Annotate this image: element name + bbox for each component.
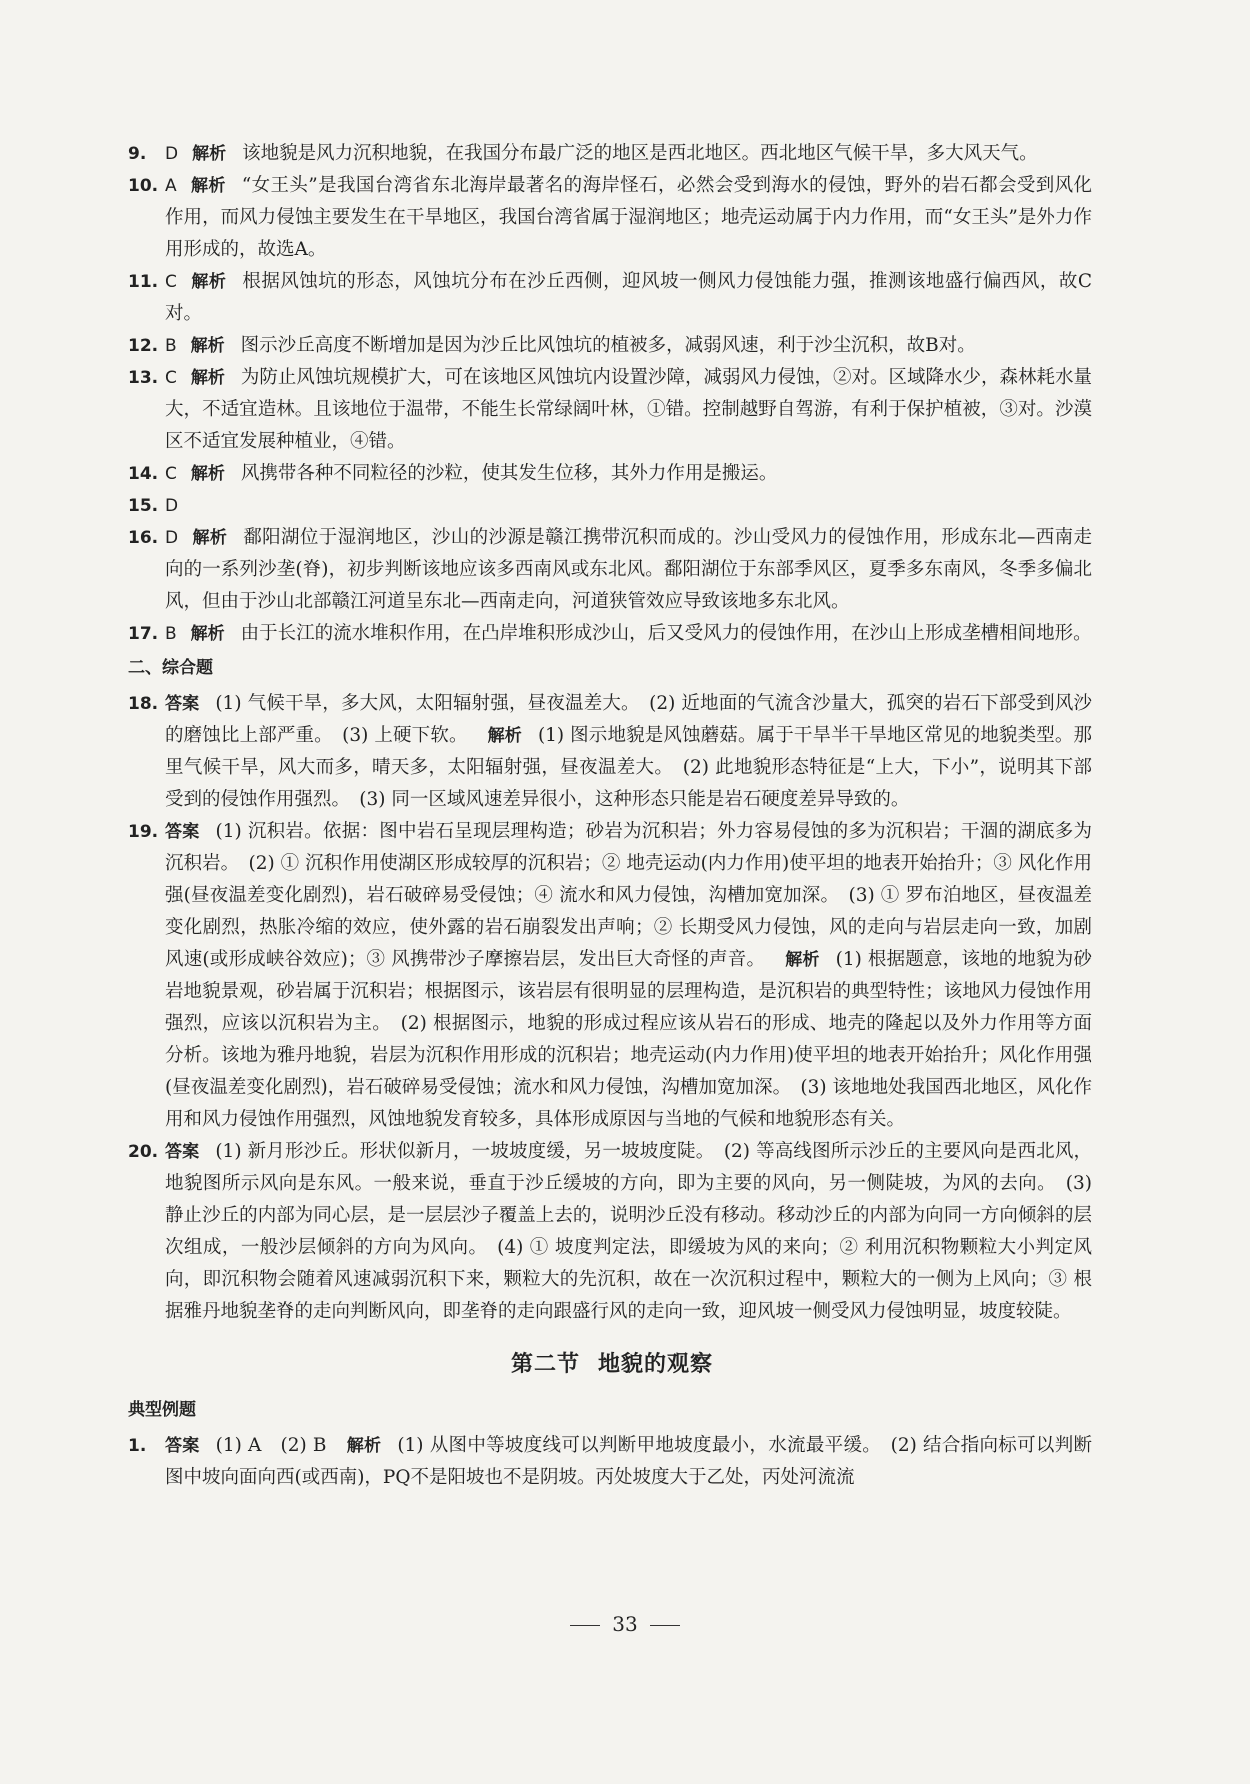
item-answer: C (165, 272, 177, 292)
page-number-dash-left (570, 1625, 600, 1626)
answer-item-16 (128, 522, 1093, 618)
item-number: 16. (128, 528, 159, 548)
answer-label: 答案 (165, 822, 200, 842)
item-number: 12. (128, 336, 159, 356)
item-text: 根据风蚀坑的形态，风蚀坑分布在沙丘西侧，迎风坡一侧风力侵蚀能力强，推测该地盛行偏西风，故C对。 (165, 271, 1092, 324)
answer-text: (1) A (2) B (215, 1435, 327, 1456)
item-text: 鄱阳湖位于湿润地区，沙山的沙源是赣江携带沉积而成的。沙山受风力的侵蚀作用，形成东北—西南走向的一系列沙垄(脊)，初步判断该地应该多西南风或东北风。鄱阳湖位于东部季风区，夏季多东南风，冬季多偏北风，但由于沙山北部赣江河道呈东北—西南走向，河道狭管效应导致该地多东北风。 (165, 527, 1093, 612)
analysis-label: 解析 (785, 950, 820, 970)
item-number: 19. (128, 822, 159, 842)
analysis-label: 解析 (190, 336, 225, 356)
examples-heading: 典型例题 (128, 1400, 196, 1420)
analysis-label: 解析 (190, 624, 225, 644)
item-text: “女王头”是我国台湾省东北海岸最著名的海岸怪石，必然会受到海水的侵蚀，野外的岩石都会受到风化作用，而风力侵蚀主要发生在干旱地区，我国台湾省属于湿润地区；地壳运动属于内力作用，而“女王头”是外力作用形成的，故选A。 (165, 175, 1093, 260)
section-title (132, 1348, 1092, 1380)
analysis-label: 解析 (190, 368, 225, 388)
item-number: 14. (128, 464, 159, 484)
answer-item-15 (128, 490, 1092, 522)
analysis-text: (1) 从图中等坡度线可以判断甲地坡度最小，水流最平缓。 (2) 结合指向标可以判断图中坡向面向西(或西南)，PQ不是阳坡也不是阴坡。丙处坡度大于乙处，丙处河流流 (165, 1435, 1093, 1488)
answer-item-9 (128, 138, 1092, 170)
item-answer: C (165, 368, 177, 388)
item-number: 13. (128, 368, 159, 388)
item-number: 11. (128, 272, 159, 292)
section-title-name: 地貌的观察 (598, 1351, 714, 1377)
item-number: 15. (128, 496, 159, 516)
item-text: 该地貌是风力沉积地貌，在我国分布最广泛的地区是西北地区。西北地区气候干旱，多大风天气。 (242, 143, 1038, 164)
item-answer: D (165, 528, 179, 548)
answer-text: (1) 沉积岩。依据：图中岩石呈现层理构造；砂岩为沉积岩；外力容易侵蚀的多为沉积岩；干涸的湖底多为沉积岩。 (2) ① 沉积作用使湖区形成较厚的沉积岩；② 地壳运动(内力作用)使平坦的地表开始抬升；③ 风化作用强(昼夜温差变化剧烈)，岩石破碎易受侵蚀；④ 流水和风力侵蚀，沟槽加宽加深。 (3) ① 罗布泊地区，昼夜温差变化剧烈，热胀冷缩的效应，使外露的岩石崩裂发出声响；② 长期受风力侵蚀，风的走向与岩层走向一致，加剧风速(或形成峡谷效应)；③ 风携带沙子摩擦岩层，发出巨大奇怪的声音。 (165, 821, 1092, 970)
analysis-text: (1) 图示地貌是风蚀蘑菇。属于干旱半干旱地区常见的地貌类型。那里气候干旱，风大而多，晴天多，太阳辐射强，昼夜温差大。 (2) 此地貌形态特征是“上大，下小”，说明其下部受到的侵蚀作用强烈。 (3) 同一区域风速差异很小，这种形态只能是岩石硬度差异导致的。 (165, 725, 1093, 810)
page-number-dash-right (650, 1625, 680, 1626)
item-number: 18. (128, 694, 159, 714)
item-number: 9. (128, 144, 147, 164)
page-number-value: 33 (612, 1612, 638, 1636)
item-text: 由于长江的流水堆积作用，在凸岸堆积形成沙山，后又受风力的侵蚀作用，在沙山上形成垄槽相间地形。 (240, 623, 1092, 644)
answer-text: (1) 气候干旱，多大风，太阳辐射强，昼夜温差大。 (2) 近地面的气流含沙量大，孤突的岩石下部受到风沙的磨蚀比上部严重。 (3) 上硬下软。 (165, 693, 1092, 746)
analysis-text: (1) 根据题意，该地的地貌为砂岩地貌景观，砂岩属于沉积岩；根据图示，该岩层有很明显的层理构造，是沉积岩的典型特性；该地风力侵蚀作用强烈，应该以沉积岩为主。 (2) 根据图示，地貌的形成过程应该从岩石的形成、地壳的隆起以及外力作用等方面分析。该地为雅丹地貌，岩层为沉积作用形成的沉积岩；地壳运动(内力作用)使平坦的地表开始抬升；风化作用强(昼夜温差变化剧烈)，岩石破碎易受侵蚀；流水和风力侵蚀，沟槽加宽加深。 (3) 该地地处我国西北地区，风化作用和风力侵蚀作用强烈，风蚀地貌发育较多，具体形成原因与当地的气候和地貌形态有关。 (165, 949, 1092, 1130)
analysis-label: 解析 (190, 176, 226, 196)
item-answer: D (165, 144, 179, 164)
answer-item-20 (128, 1136, 1092, 1328)
item-answer: B (165, 336, 177, 356)
answer-item-17 (128, 618, 1092, 650)
answer-text: (1) 新月形沙丘。形状似新月，一坡坡度缓，另一坡坡度陡。 (2) 等高线图所示沙丘的主要风向是西北风，地貌图所示风向是东风。一般来说，垂直于沙丘缓坡的方向，即为主要的风向，另一侧陡坡，为风的去向。 (3) 静止沙丘的内部为同心层，是一层层沙子覆盖上去的，说明沙丘没有移动。移动沙丘的内部为向同一方向倾斜的层次组成，一般沙层倾斜的方向为风向。 (4) ① 坡度判定法，即缓坡为风的来向；② 利用沉积物颗粒大小判定风向，即沉积物会随着风速减弱沉积下来，颗粒大的先沉积，故在一次沉积过程中，颗粒大的一侧为上风向；③ 根据雅丹地貌垄脊的走向判断风向，即垄脊的走向跟盛行风的走向一致，迎风坡一侧受风力侵蚀明显，坡度较陡。 (165, 1141, 1092, 1322)
answer-item-12 (128, 330, 1092, 362)
answer-label: 答案 (165, 1436, 200, 1456)
analysis-label: 解析 (190, 272, 227, 292)
answer-label: 答案 (165, 694, 200, 714)
analysis-label: 解析 (192, 528, 228, 548)
answer-item-14 (128, 458, 1092, 490)
item-text: 为防止风蚀坑规模扩大，可在该地区风蚀坑内设置沙障，减弱风力侵蚀，②对。区域降水少，森林耗水量大，不适宜造林。且该地位于温带，不能生长常绿阔叶林，①错。控制越野自驾游，有利于保护植被，③对。沙漠区不适宜发展种植业，④错。 (165, 367, 1092, 452)
item-number: 20. (128, 1142, 159, 1162)
item-answer: A (165, 176, 177, 196)
section-title-chapter: 第二节 (510, 1351, 580, 1377)
item-text: 风携带各种不同粒径的沙粒，使其发生位移，其外力作用是搬运。 (240, 463, 778, 484)
example-item-1 (128, 1430, 1093, 1494)
answer-item-13 (128, 362, 1092, 458)
analysis-label: 解析 (192, 144, 227, 164)
item-number: 1. (128, 1436, 147, 1456)
item-number: 10. (128, 176, 159, 196)
analysis-label: 解析 (487, 726, 522, 746)
item-answer: D (165, 496, 179, 516)
answer-item-11 (128, 266, 1092, 330)
analysis-label: 解析 (346, 1436, 382, 1456)
answer-content (128, 138, 1093, 1494)
answer-item-19 (128, 816, 1092, 1136)
item-answer: C (165, 464, 177, 484)
page-number (0, 1612, 1250, 1636)
item-answer: B (165, 624, 177, 644)
item-number: 17. (128, 624, 159, 644)
section-heading: 二、综合题 (128, 658, 213, 678)
answer-item-18 (128, 688, 1093, 816)
item-text: 图示沙丘高度不断增加是因为沙丘比风蚀坑的植被多，减弱风速，利于沙尘沉积，故B对。 (240, 335, 976, 356)
answer-item-10 (128, 170, 1093, 266)
answer-label: 答案 (165, 1142, 200, 1162)
analysis-label: 解析 (190, 464, 225, 484)
